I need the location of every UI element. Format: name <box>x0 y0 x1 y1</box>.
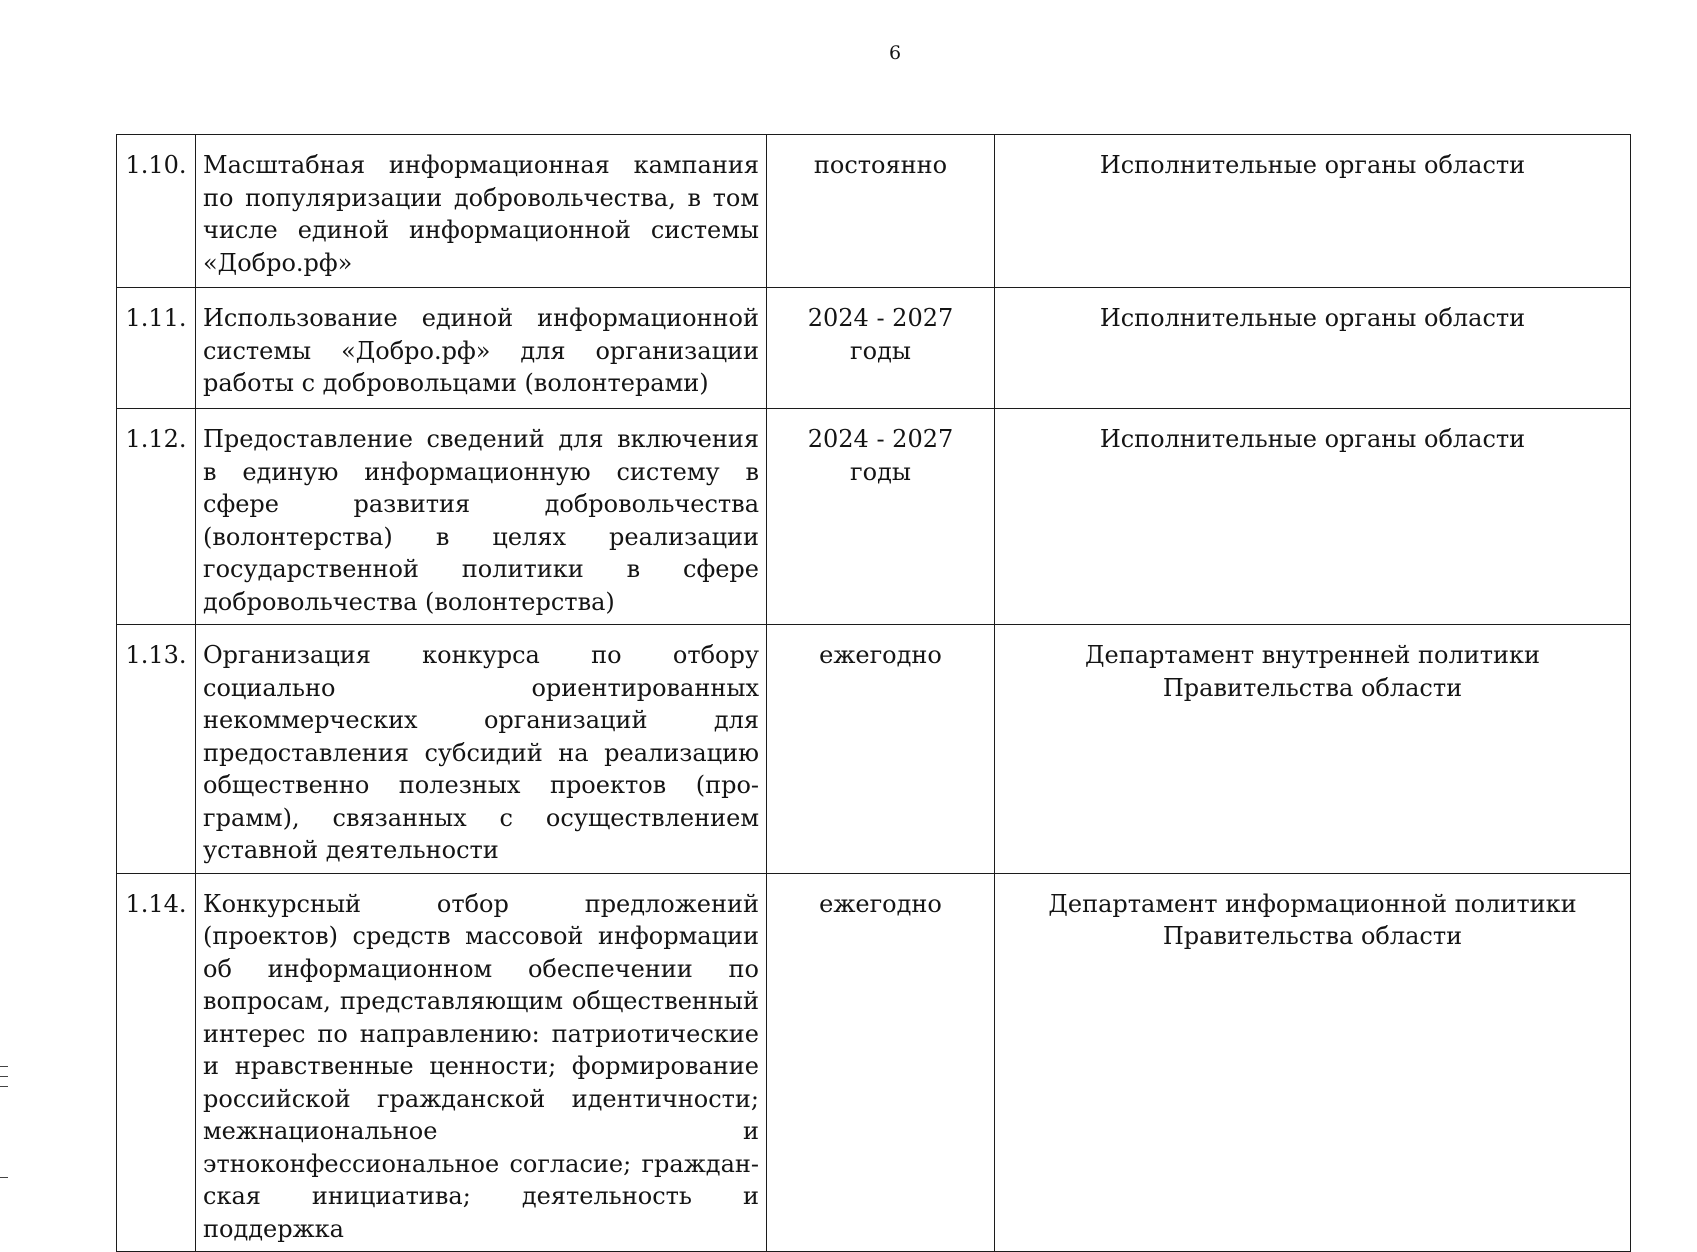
table-row <box>117 135 1631 288</box>
measure-description: Масштабная информационная кампания по популяризации добровольчества, в том числе единой информационной системы «Добро.рф» <box>196 135 767 288</box>
scan-mark <box>0 1076 8 1077</box>
measure-responsible: Департамент информационной политики Правительства области <box>995 873 1631 1252</box>
row-number: 1.11. <box>117 288 196 409</box>
measure-term: ежегодно <box>767 625 995 874</box>
measure-responsible: Исполнительные органы области <box>995 409 1631 625</box>
row-number: 1.10. <box>117 135 196 288</box>
measure-term: ежегодно <box>767 873 995 1252</box>
table-row <box>117 288 1631 409</box>
measure-description: Использование единой информационной системы «Добро.рф» для организации работы с добровольцами (волонтерами) <box>196 288 767 409</box>
table-row <box>117 873 1631 1252</box>
measure-term: 2024 - 2027 годы <box>767 409 995 625</box>
measures-table <box>116 134 1631 1252</box>
measure-responsible: Департамент внутренней политики Правительства области <box>995 625 1631 874</box>
scan-mark <box>0 1086 8 1087</box>
table-row <box>117 409 1631 625</box>
measure-description: Организация конкурса по отбору социально ориентированных некоммерческих организаций для предоставления субсидий на реализацию общественно полезных проектов (программ), связанных с осуществлением уставной деятельности <box>196 625 767 874</box>
row-number: 1.12. <box>117 409 196 625</box>
scan-mark <box>0 1177 8 1178</box>
measure-term: 2024 - 2027 годы <box>767 288 995 409</box>
measure-responsible: Исполнительные органы области <box>995 135 1631 288</box>
measure-responsible: Исполнительные органы области <box>995 288 1631 409</box>
row-number: 1.13. <box>117 625 196 874</box>
table-row <box>117 625 1631 874</box>
scan-mark <box>0 1066 8 1067</box>
page-number: 6 <box>888 42 902 64</box>
measure-term: постоянно <box>767 135 995 288</box>
row-number: 1.14. <box>117 873 196 1252</box>
measure-description: Предоставление сведений для включения в единую информационную систему в сфере развития добровольчества (волонтерства) в целях реализации государственной политики в сфере добровольчества (волонтерства) <box>196 409 767 625</box>
measure-description: Конкурсный отбор предложений (проектов) средств массовой информации об информационном обеспечении по вопросам, представляющим общественный интерес по направлению: патриотические и нравственные ценности; формирование российской гражданской идентичности; межнациональное и этноконфессиональное согласие; гражданская инициатива; деятельность и поддержка <box>196 873 767 1252</box>
